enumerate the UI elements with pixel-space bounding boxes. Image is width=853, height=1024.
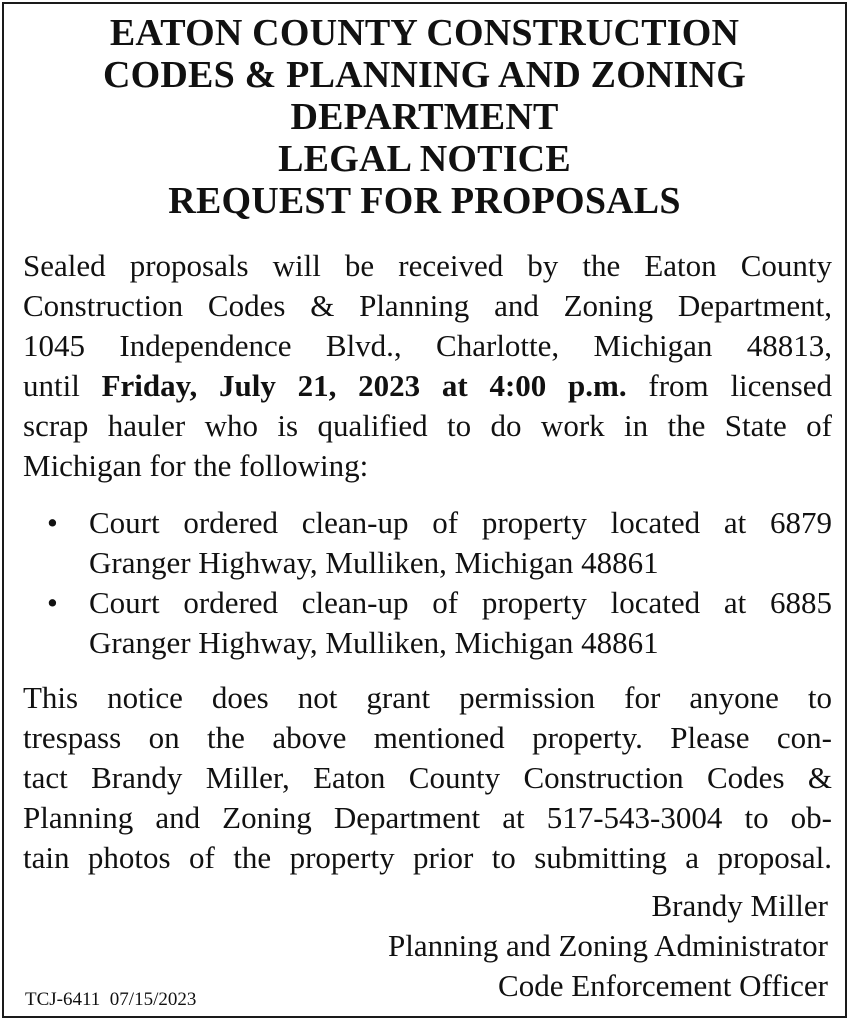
reference-line <box>25 989 196 1011</box>
legal-notice <box>2 2 847 1018</box>
disclaimer-line: Planning and Zoning Department at 517-543-3004 to ob- <box>23 800 832 835</box>
disclaimer-line: This notice does not grant permission for anyone to <box>23 680 832 715</box>
intro-line: Michigan for the following: <box>23 448 369 483</box>
intro-text: until <box>23 368 102 403</box>
intro-text: from licensed <box>626 368 833 403</box>
heading-line: REQUEST FOR PROPOSALS <box>168 180 681 222</box>
notice-heading <box>4 12 845 222</box>
heading-line: DEPARTMENT <box>290 96 559 138</box>
intro-line: 1045 Independence Blvd., Charlotte, Michigan 48813, <box>23 328 832 363</box>
disclaimer-line: trespass on the above mentioned property. Please con- <box>23 720 832 755</box>
intro-line: scrap hauler who is qualified to do work in the State of <box>23 408 832 443</box>
heading-line: EATON COUNTY CONSTRUCTION <box>109 12 740 54</box>
deadline-date: Friday, July 21, 2023 at 4:00 p.m. <box>101 368 627 403</box>
intro-line-deadline <box>23 366 832 406</box>
signer-name: Brandy Miller <box>651 888 828 923</box>
list-item-line: Court ordered clean-up of property located at 6879 <box>89 505 832 540</box>
list-item-line: Granger Highway, Mulliken, Michigan 48861 <box>89 625 659 660</box>
disclaimer-line: tact Brandy Miller, Eaton County Construction Codes & <box>23 760 832 795</box>
intro-line: Construction Codes & Planning and Zoning Department, <box>23 288 832 323</box>
heading-line: LEGAL NOTICE <box>278 138 571 180</box>
signature-block <box>388 886 828 1006</box>
bullet-marker: • <box>47 585 58 620</box>
disclaimer-paragraph <box>23 678 832 878</box>
reference-id: TCJ-6411 <box>25 989 101 1010</box>
list-item <box>23 503 832 583</box>
heading-line: CODES & PLANNING AND ZONING <box>102 54 746 96</box>
reference-date: 07/15/2023 <box>109 989 197 1010</box>
list-item-line: Court ordered clean-up of property located at 6885 <box>89 585 832 620</box>
signer-title: Code Enforcement Officer <box>498 968 828 1003</box>
property-list <box>23 503 832 663</box>
signer-title: Planning and Zoning Administrator <box>388 928 828 963</box>
intro-line: Sealed proposals will be received by the Eaton County <box>23 248 832 283</box>
list-item <box>23 583 832 663</box>
intro-paragraph <box>23 246 832 486</box>
list-item-line: Granger Highway, Mulliken, Michigan 48861 <box>89 545 659 580</box>
disclaimer-line: tain photos of the property prior to submitting a proposal. <box>23 840 832 875</box>
bullet-marker: • <box>47 505 58 540</box>
